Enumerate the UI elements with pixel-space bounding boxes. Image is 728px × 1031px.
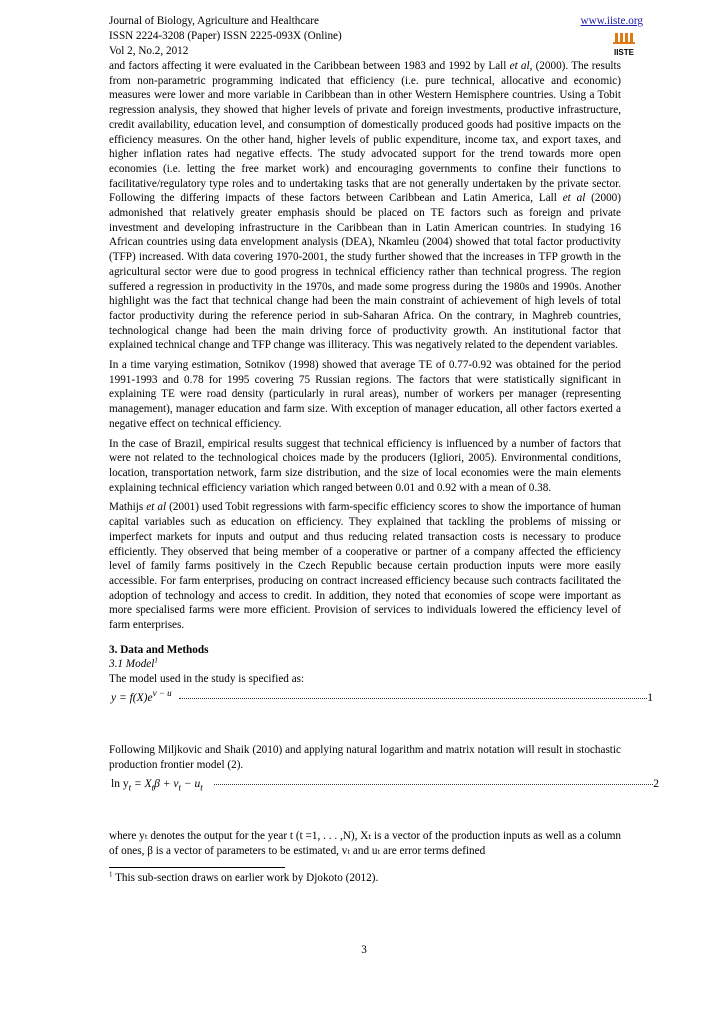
journal-header [109, 14, 643, 29]
page-content [109, 14, 659, 886]
paragraph-1: and factors affecting it were evaluated in the Caribbean between 1983 and 1992 by Lall et al, (2000). The results from non-parametric programming indicated that efficiency (i.e. pure technical, allocative and economic) measures were lower and more variable in Caribbean than in other Western Hemisphere countries. Using a Tobit regression analysis, they showed that higher levels of private and foreign investments, productive infrastructure, credit availability, education level, and consumption of domestically produced goods had positive impacts on the efficiency measures. On the other hand, higher levels of public expenditure, income tax, and export taxes, and higher inflation rates had negative effects. The study advocated support for the trend towards more open economies (i.e. letting the free market work) and encouraging governments to confine their functions to facilitative/regulatory type roles and to undertaking tasks that are not generally undertaken by the private sector. Following the differing impacts of these factors between Caribbean and Latin America, Lall et al (2000) admonished that relatively greater emphasis should be placed on TE factors such as foreign and private investment and developing infrastructure in the Caribbean than in Latin American countries. In studying 16 African countries using data envelopment analysis (DEA), Nkamleu (2004) showed that total factor productivity (TFP) increased. With data covering 1970-2001, the study further showed that the increases in TFP growth in the agricultural sector were due to good progress in technical efficiency rather than technical progress. The region suffered a regression in productivity in the 1970s, and made some progress during the 1980s and 1990s. Another highlight was the fact that technical change had been the main constraint of achievement of high levels of total factor productivity during the reference period in sub-Saharan Africa. On the contrary, in Maghreb countries, technological change had been the main driving force of productivity growth. An institutional factor that explained technical change and TFP change was illiteracy. This was negatively related to the dependent variables. [109, 60, 622, 352]
equation-2-leader [214, 783, 653, 785]
journal-url-link[interactable]: www.iiste.org [580, 15, 643, 27]
paragraph-following: Following Miljkovic and Shaik (2010) and applying natural logarithm and matrix notation will result in stochastic production frontier model (2). [109, 743, 621, 771]
model-intro: The model used in the study is specified as: [109, 673, 305, 686]
equation-2-number: 2 [653, 778, 659, 791]
page-number: 3 [361, 944, 367, 956]
footnote: $^1$ This sub-section draws on earlier work by Djokoto (2012). [109, 869, 379, 884]
issn-line: ISSN 2224-3208 (Paper) ISSN 2225-093X (Online) [109, 30, 342, 42]
logo-text: IISTE [613, 48, 635, 57]
equation-2-formula: $\ln y_t = X_t\beta + v_t - u_t$ [111, 778, 203, 793]
subsection-heading: 3.1 Model$^1$ [109, 656, 158, 671]
footnote-ref: 1 [154, 656, 158, 665]
article-body [109, 59, 659, 859]
paragraph-where: where yₜ denotes the output for the year t (t =1, . . . ,N), Xₜ is a vector of the production inputs as well as a column of ones, β is a vector of parameters to be estimated, vₜ and uₜ are error terms defined [109, 830, 621, 857]
equation-1-formula: $y = f(X)e^{v - u}$ [111, 688, 172, 704]
paragraph-4: Mathijs et al (2001) used Tobit regressions with farm-specific efficiency scores to show the importance of human capital variables such as education on efficiency. They explained that tackling the problems of missing or imperfect markets for inputs and output and thus reducing related transaction costs is necessary to produce efficiently. They observed that being member of a cooperative or partner of a company affected the efficiency level of family farms positively in the Czech Republic because certain production inputs were more easily accessible. For farm enterprises, producing on contract increased efficiency because such contracts facilitated the adoption of technology and access to credit. In addition, they noted that economies of scope were important as more specialised farms were more efficient. Provision of services to individuals lowered the efficiency level of farm enterprises. [109, 501, 621, 632]
equation-1 [109, 688, 653, 715]
footnote-divider [109, 867, 285, 868]
equation-2 [109, 777, 659, 801]
equation-1-leader [179, 697, 647, 699]
volume-line: Vol 2, No.2, 2012 [109, 45, 189, 57]
iiste-logo-icon [612, 31, 638, 59]
section-heading: 3. Data and Methods [109, 643, 209, 656]
paragraph-2: In a time varying estimation, Sotnikov (1998) showed that average TE of 0.77-0.92 was obtained for the period 1991-1993 and 0.78 for 1995 covering 75 Russian regions. The factors that were statistically significant in explaining TE were road density (particularly in rural areas), number of workers per manager (representing management), manager education and farm size. With exception of manager education, all other factors exerted a negative effect on technical efficiency. [109, 359, 621, 430]
paragraph-3: In the case of Brazil, empirical results suggest that technical efficiency is influenced by a number of factors that were not related to the technological choices made by the producers (Igliori, 2005). Environmental conditions, location, transportation network, farm size distribution, and the size of local economies were the main elements explaining technical efficiency variation which ranged between 0.01 and 0.92 with a mean of 0.38. [109, 437, 621, 494]
journal-name: Journal of Biology, Agriculture and Healthcare [109, 15, 319, 27]
equation-1-number: 1 [647, 691, 653, 704]
